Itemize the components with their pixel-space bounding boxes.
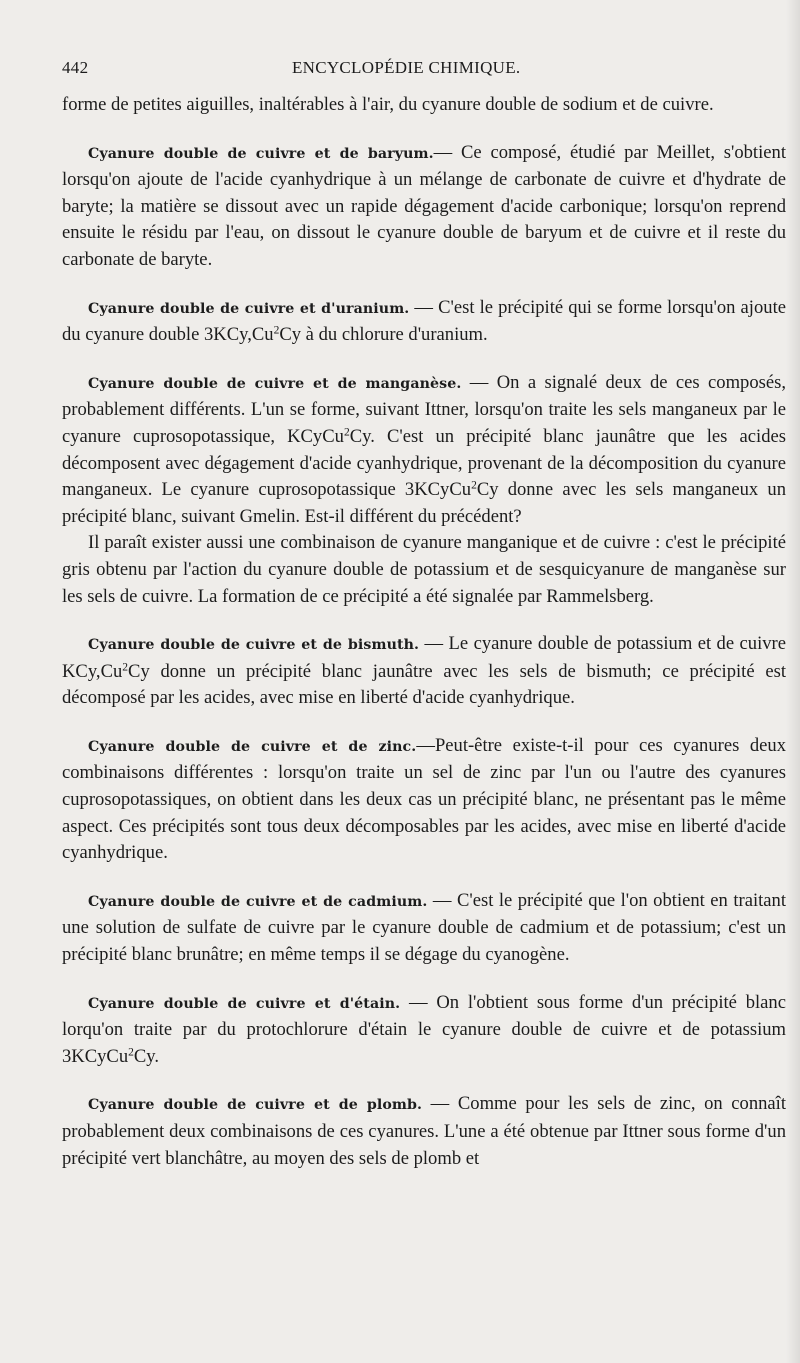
section-heading: Cyanure double de cuivre et de baryum. (88, 145, 434, 162)
section-text: —Peut-être existe-t-il pour ces cyanures deux combinaisons différentes : lorsqu'on traite un sel de zinc par l'un ou l'autre des cyanures cuprosopotassiques, on obtient dans les deux cas un précipité blanc, ne présentant pas le même aspect. Ces précipités sont tous deux décomposables par les acides, avec mise en liberté d'acide cyanhydrique. (62, 734, 787, 864)
section-heading: Cyanure double de cuivre et de manganèse. (88, 375, 462, 392)
section-text: Cy à du chlorure d'uranium. (279, 324, 488, 346)
paragraph (62, 370, 786, 531)
section-manganese (62, 370, 786, 610)
section-heading: Cyanure double de cuivre et de bismuth. (88, 637, 420, 654)
section-baryum (62, 140, 786, 274)
page-edge-shadow (786, 0, 800, 1363)
section-text: Cy donne un précipité blanc jaunâtre avec les sels de bismuth; ce précipité est décomposé par les acides, avec mise en liberté d'acide cyanhydrique. (62, 660, 786, 709)
section-zinc (62, 733, 786, 867)
section-text: — Ce composé, étudié par Meillet, s'obtient lorsqu'on ajoute de l'acide cyanhydrique à un mélange de carbonate de cuivre et d'hydrate de baryte; la matière se dissout avec un rapide dégagement d'acide carbonique; lorsqu'on reprend ensuite le résidu par l'eau, on dissout le cyanure double de baryum et de cuivre et il reste du carbonate de baryte. (62, 141, 786, 270)
paragraph (62, 888, 786, 969)
running-header (62, 58, 786, 78)
section-etain (62, 990, 786, 1071)
section-cadmium (62, 888, 786, 969)
section-bismuth (62, 631, 786, 712)
section-text: Cy. (133, 1045, 160, 1067)
section-heading: Cyanure double de cuivre et de zinc. (88, 738, 417, 755)
section-text: — On l'obtient sous forme d'un précipité blanc lorqu'on traite par du protochlorure d'étain le cyanure double de cuivre et de potassium 3KCyCu (62, 991, 786, 1067)
section-text: Cy. C'est un précipité blanc jaunâtre que les acides décomposent avec dégagement d'acide cyanhydrique, provenant de la décomposition du cyanure manganeux. Le cyanure cuprosopotassique 3KCyCu (62, 425, 786, 501)
section-heading: Cyanure double de cuivre et de cadmium. (88, 893, 428, 910)
superscript: 2 (343, 426, 350, 439)
paragraph: Il paraît exister aussi une combinaison de cyanure manganique et de cuivre : c'est le précipité gris obtenu par l'action du cyanure double de potassium et de sesquicyanure de manganèse sur les sels de cuivre. La formation de ce précipité a été signalée par Rammelsberg. (62, 532, 786, 607)
section-heading: Cyanure double de cuivre et d'uranium. (88, 300, 410, 317)
paragraph (62, 733, 786, 867)
paragraph (62, 631, 786, 712)
section-heading: Cyanure double de cuivre et de plomb. (88, 1097, 423, 1114)
section-text: — Comme pour les sels de zinc, on connaît probablement deux combinaisons de ces cyanures. L'une a été obtenue par Ittner sous forme d'un précipité vert blanchâtre, au moyen des sels de plomb et (62, 1093, 786, 1169)
running-title: ENCYCLOPÉDIE CHIMIQUE. (291, 58, 521, 77)
section-text: — C'est le précipité qui se forme lorsqu'on ajoute du cyanure double 3KCy,Cu (62, 296, 786, 346)
superscript: 2 (128, 1046, 134, 1059)
superscript: 2 (471, 479, 477, 492)
section-uranium (62, 295, 786, 349)
section-heading: Cyanure double de cuivre et d'étain. (88, 995, 401, 1012)
paragraph (62, 295, 786, 349)
superscript: 2 (122, 661, 129, 674)
superscript: 2 (273, 324, 280, 337)
section-text: — C'est le précipité que l'on obtient en traitant une solution de sulfate de cuivre par le cyanure double de cadmium et de potassium; c'est un précipité blanc brunâtre; en même temps il se dégage du cyanogène. (62, 889, 786, 966)
paragraph (62, 1091, 786, 1172)
paragraph (62, 990, 786, 1071)
paragraph (62, 140, 786, 274)
section-text: — Le cyanure double de potassium et de cuivre KCy,Cu (62, 633, 786, 682)
section-plomb (62, 1091, 786, 1172)
page-number: 442 (62, 58, 89, 77)
intro-paragraph: forme de petites aiguilles, inaltérables à l'air, du cyanure double de sodium et de cuivre. (62, 94, 714, 115)
section-text: — On a signalé deux de ces composés, probablement différents. L'un se forme, suivant Ittner, lorsqu'on traite les sels manganeux par le cyanure cuprosopotassique, KCyCu (62, 371, 786, 447)
section-text: Cy donne avec les sels manganeux un précipité blanc, suivant Gmelin. Est-il différent du précédent? (62, 479, 787, 527)
